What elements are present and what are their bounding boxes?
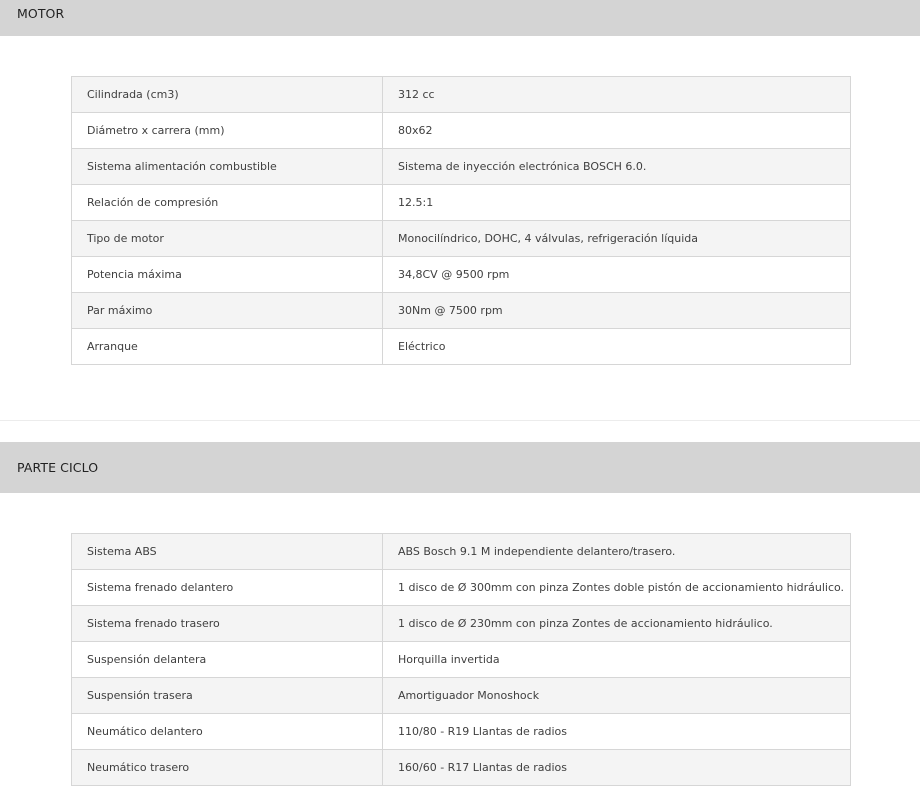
spec-value: 160/60 - R17 Llantas de radios <box>383 750 851 786</box>
table-row <box>72 606 851 642</box>
parte-ciclo-section-title: PARTE CICLO <box>17 460 99 475</box>
table-row <box>72 293 851 329</box>
spec-label: Sistema frenado delantero <box>72 570 383 606</box>
spec-label: Neumático trasero <box>72 750 383 786</box>
spec-value: Sistema de inyección electrónica BOSCH 6.0. <box>383 149 851 185</box>
spec-value: Amortiguador Monoshock <box>383 678 851 714</box>
spec-value: ABS Bosch 9.1 M independiente delantero/trasero. <box>383 534 851 570</box>
table-row <box>72 534 851 570</box>
spec-label: Arranque <box>72 329 383 365</box>
table-row <box>72 750 851 786</box>
motor-section-header <box>0 0 920 36</box>
spec-label: Cilindrada (cm3) <box>72 77 383 113</box>
spec-value: 34,8CV @ 9500 rpm <box>383 257 851 293</box>
spec-value: 312 cc <box>383 77 851 113</box>
section-spacer <box>0 421 920 442</box>
spec-value: 30Nm @ 7500 rpm <box>383 293 851 329</box>
spec-value: Monocilíndrico, DOHC, 4 válvulas, refrigeración líquida <box>383 221 851 257</box>
table-row <box>72 113 851 149</box>
table-row <box>72 570 851 606</box>
spec-value: 80x62 <box>383 113 851 149</box>
spec-label: Sistema ABS <box>72 534 383 570</box>
motor-section-title: MOTOR <box>17 5 65 21</box>
spec-value: 1 disco de Ø 230mm con pinza Zontes de accionamiento hidráulico. <box>383 606 851 642</box>
spec-label: Sistema alimentación combustible <box>72 149 383 185</box>
spec-value: Horquilla invertida <box>383 642 851 678</box>
table-row <box>72 221 851 257</box>
spec-value: Eléctrico <box>383 329 851 365</box>
spec-label: Diámetro x carrera (mm) <box>72 113 383 149</box>
table-row <box>72 714 851 750</box>
table-row <box>72 329 851 365</box>
spec-label: Suspensión delantera <box>72 642 383 678</box>
spec-value: 1 disco de Ø 300mm con pinza Zontes doble pistón de accionamiento hidráulico. <box>383 570 851 606</box>
spec-label: Par máximo <box>72 293 383 329</box>
motor-spec-table <box>71 76 851 365</box>
spec-label: Potencia máxima <box>72 257 383 293</box>
spec-label: Tipo de motor <box>72 221 383 257</box>
spec-label: Sistema frenado trasero <box>72 606 383 642</box>
table-row <box>72 77 851 113</box>
spec-label: Relación de compresión <box>72 185 383 221</box>
parte-ciclo-spec-table <box>71 533 851 786</box>
parte-ciclo-section-header <box>0 442 920 493</box>
table-row <box>72 642 851 678</box>
table-row <box>72 149 851 185</box>
spec-value: 12.5:1 <box>383 185 851 221</box>
table-row <box>72 257 851 293</box>
table-row <box>72 678 851 714</box>
table-row <box>72 185 851 221</box>
spec-label: Neumático delantero <box>72 714 383 750</box>
spec-value: 110/80 - R19 Llantas de radios <box>383 714 851 750</box>
spec-label: Suspensión trasera <box>72 678 383 714</box>
